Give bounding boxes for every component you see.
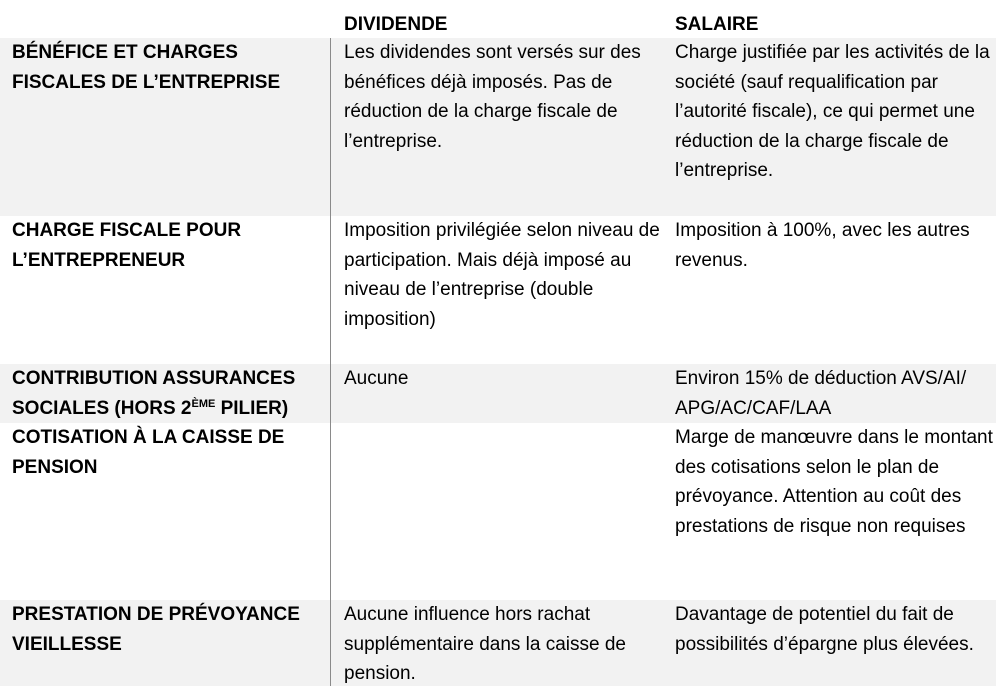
row-label-line2-end: PILIER): [215, 397, 289, 419]
salary-cell: Marge de manœuvre dans le montant des cotisations selon le plan de prévoyance. Attention au coût des prestations de risque non requises: [675, 427, 993, 537]
row-label: COTISATION À LA CAISSE DE PENSION: [12, 427, 285, 478]
salary-cell: Davantage de potentiel du fait de possibilités d’épargne plus élevées.: [675, 604, 974, 655]
row-label: PRESTATION DE PRÉVOYANCE VIEILLESSE: [12, 604, 300, 655]
table-row: [0, 600, 996, 686]
row-label-line1: CONTRIBUTION ASSURANCES: [12, 368, 296, 389]
salary-cell: Environ 15% de déduction AVS/AI/ APG/AC/CAF/LAA: [675, 368, 967, 419]
salary-cell: Imposition à 100%, avec les autres revenus.: [675, 220, 970, 271]
row-label: CHARGE FISCALE POUR L’ENTREPRENEUR: [12, 220, 242, 271]
dividend-cell: Aucune: [344, 368, 409, 389]
dividend-cell: Les dividendes sont versés sur des bénéfices déjà imposés. Pas de réduction de la charge fiscale de l’entreprise.: [344, 42, 641, 152]
table-row: [0, 38, 996, 216]
table-row: [0, 216, 996, 364]
column-header-dividend: DIVIDENDE: [344, 14, 448, 35]
row-label-superscript: ÈME: [191, 397, 216, 410]
salary-cell: Charge justifiée par les activités de la société (sauf requalification par l’autorité fiscale), ce qui permet une réduction de la charge fiscale de l’entreprise.: [675, 42, 990, 182]
dividend-cell: Aucune influence hors rachat supplémentaire dans la caisse de pension.: [344, 604, 627, 685]
dividend-cell: Imposition privilégiée selon niveau de participation. Mais déjà imposé au niveau de l’entreprise (double imposition): [344, 220, 660, 330]
table-row: [0, 364, 996, 423]
row-label: [12, 364, 330, 423]
column-header-salary: SALAIRE: [675, 14, 759, 35]
row-label-line2-start: SOCIALES (HORS 2: [12, 397, 192, 419]
row-label: BÉNÉFICE ET CHARGES FISCALES DE L’ENTREPRISE: [12, 42, 281, 93]
table-row: [0, 423, 996, 600]
column-divider: [330, 38, 331, 686]
